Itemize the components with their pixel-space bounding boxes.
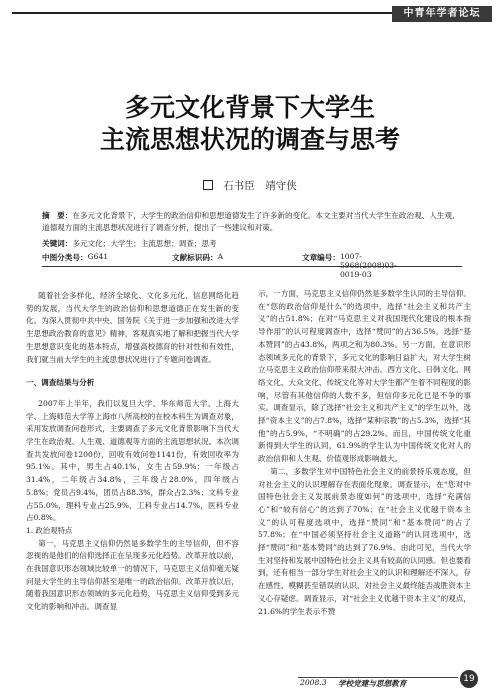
abstract [42, 210, 462, 234]
subsection-heading: 1. 政治观特点 [26, 525, 73, 535]
keywords-label: 关键词： [42, 239, 73, 248]
authors [100, 178, 400, 193]
left-paragraph-1: 随着社会多样化、经济全球化、文化多元化、信息网络化趋势的发展，当代大学生的政治信仰和思想道德正在发生新的变化。为深入贯彻中共中央、国务院《关于进一步加强和改进大学生思想政治教育的意见》精神，客观真实地了解和把握当代大学生思想意识变化的基本特点，增强高校德育的针对性和有效性，我们就当前大学生的主流思想状况进行了专题问卷调查。 [26, 291, 239, 364]
page-footer [0, 668, 500, 690]
header-rule [12, 12, 392, 14]
right-paragraph-1: 示，一方面，马克思主义信仰仍然是多数学生认同的主导信仰。在“您的政治信仰是什么”的选项中，选择“社会主义和共产主义”的占51.8%；在对“马克思主义对我国现代化建设的根本指导作用”的认可程度调查中，选择“赞同”的占36.5%，选择“基本赞同”的占43.8%，两项之和为80.3%。另一方面，在意识形态领域多元化的背景下，多元文化的影响日益扩大，对大学生树立马克思主义政治信仰带来很大冲击。西方文化、日韩文化、网络文化、大众文化、传统文化等对大学生都产生着不同程度的影响，尽管有其他信仰的人数不多，但信仰多元化已是不争的事实。调查显示，除了选择“社会主义和共产主义”的学生以外，选择“资本主义”的占7.8%，选择“某种宗教”的占5.3%，选择“其他”的占5.9%，“不明确”的占29.2%。而且，中国传统文化重新得到大学生的认同，61.9%的学生认为中国传统文化对人的政治信仰和人生观、价值观形成影响最大。 [258, 289, 471, 464]
article-no-value: 1007- 0019-03 [339, 252, 372, 279]
divider [42, 266, 462, 267]
abstract-text: 在多元文化背景下，大学生的政治信仰和思想道德发生了许多新的变化。本文主要对当代大学生在政治观、人生观、道德观方面的主流思想状况进行了调查分析，提出了一些建议和对策。 [42, 211, 460, 232]
page-number: 19 [460, 670, 478, 688]
keywords [42, 238, 462, 249]
left-paragraph-3: 第一，马克思主义信仰仍然是多数学生的主导信仰，但不容忽视的是他们的信仰选择正在呈现多元化趋势。改革开放以前，在我国意识形态领域比较单一的情况下，马克思主义信仰毫无疑问是大学生的主导信仰甚至是唯一的政治信仰。改革开放以后，随着我国意识形态领域的多元化趋势，马克思主义信仰受到多元文化的影响和冲击。调查显 [26, 538, 239, 612]
article-no-label: 文章编号： [302, 253, 340, 262]
clc-value: G641 [87, 252, 109, 261]
abstract-label: 摘 要： [42, 211, 73, 220]
right-paragraph-2: 第二，多数学生对中国特色社会主义的前景持乐观态度，但对社会主义的认识理解存在表面化现象。调查显示，在“您对中国特色社会主义发展前景态度如何”的选项中，选择“充满信心”和“较有信心”的达到了70%；在“社会主义优越于资本主义”的认可程度选项中，选择“赞同”和“基本赞同”的占了57.8%；在“中国必须坚持社会主义道路”的认同选项中，选择“赞同”和“基本赞同”的达到了76.9%。由此可见，当代大学生对坚持和发展中国特色社会主义具有较高的认同感。但也要看到，还有相当一部分学生对社会主义的认识和理解还不深入，存在感性、模糊甚至错误的认识，对社会主义最终能否战胜资本主义心存疑虑。调查显示，对“社会主义优越于资本主义”的观点，21.6%的学生表示不赞 [258, 466, 471, 616]
right-column [258, 288, 471, 618]
keywords-text: 多元文化；大学生；主流思想；调查；思考 [72, 239, 217, 248]
doc-code-label: 文献标识码： [172, 253, 218, 262]
doc-code-value: A [217, 252, 224, 261]
journal-name: 学校党建与思想教育 [338, 679, 407, 688]
clc-label: 中图分类号： [42, 253, 88, 262]
article-no-field [302, 252, 372, 279]
running-header [0, 0, 500, 24]
square-icon [203, 180, 213, 190]
title-line-2: 主流思想状况的调查与思考 [99, 125, 400, 154]
section-heading: 一、调查结果与分析 [26, 378, 95, 388]
article-title [40, 92, 460, 156]
author-names: 石书臣 靖守侠 [223, 180, 297, 192]
issue-number: 2008.3 [300, 678, 327, 687]
section-tab: 中青年学者论坛 [392, 6, 492, 22]
doc-code-field [172, 252, 224, 263]
title-line-1: 多元文化背景下大学生 [124, 93, 375, 122]
left-column [26, 290, 239, 614]
left-paragraph-2: 2007年上半年，我们以复旦大学、华东师范大学、上海大学、上海师范大学等上海市八所高校的在校本科生为调查对象，采用发放调查问卷形式，主要调查了多元文化背景影响下当代大学生在政治观、人生观、道德观等方面的主流思想状况。本次调查共发放问卷1200份，回收有效问卷1141份，有效回收率为95.1%。其中，男生占40.1%，女生占59.9%；一年级占31.4%，二年级占34.8%，三年级占28.0%，四年级占5.8%；党员占9.4%，团员占88.3%，群众占2.3%；文科专业占55.0%，理科专业占25.9%，工科专业占14.7%，医科专业占0.8%。 [26, 398, 239, 523]
clc-field [42, 252, 109, 263]
